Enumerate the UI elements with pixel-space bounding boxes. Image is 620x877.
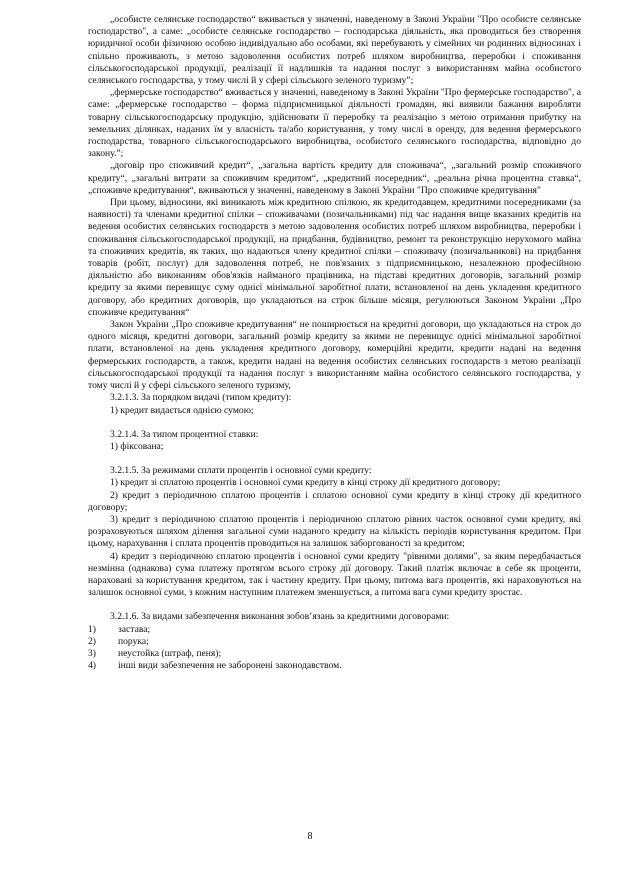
paragraph-zakon: Закон України „Про споживче кредитування“ не поширюється на кредитні договори, що укладаються на строк до одного місяця, кредитні договори, загальний розмір кредиту за якими не перевищує однієї мінімальної заробітної плати, встановленої на день укладення кредитного договору, комерційні кредити, кредити надані на ведення фермерських господарств, а також, кредити надані на ведення особистих селянських господарств з метою реалізації сільськогосподарської продукції та надання послуг з використанням майна особистого селянського господарства, у тому числі й у сфері сільського зеленого туризму, xyxy=(88,319,581,392)
list-item-number: 2) xyxy=(88,635,96,647)
list-item-text: застава; xyxy=(118,623,151,635)
section-heading-3215: 3.2.1.5. За режимами сплати процентів і основної суми кредиту: xyxy=(110,465,372,477)
paragraph-fermerske: „фермерське господарство“ вживається у значенні, наведеному в Законі України "Про фермерське господарство", а саме: „фермерське господарство – форма підприємницької діяльності громадян, які виявили бажання виробляти товарну сільськогосподарську продукцію, здійснювати її переробку та реалізацію з метою отримання прибутку на земельних ділянках, наданих їм у власність та/або користування, у тому числі в оренду, для ведення фермерського господарства, товарного сільськогосподарського виробництва, особистого селянського господарства, відповідно до закону.”; xyxy=(88,87,581,160)
list-item-text: неустойка (штраф, пеня); xyxy=(118,647,222,659)
list-item xyxy=(88,636,581,648)
list-item: 1) фіксована; xyxy=(110,440,164,452)
list-item-number: 3) xyxy=(88,647,96,659)
list-item-text: інші види забезпечення не заборонені законодавством. xyxy=(118,660,342,672)
list-item xyxy=(88,660,581,672)
document-page xyxy=(88,14,581,672)
paragraph-dohovir-spozhyvchyi: „договір про споживчий кредит“, „загальна вартість кредиту для споживача“, „загальний розмір споживчого кредиту“, „загальні витрати за споживчим кредитом“, „кредитний посередник“, „реальна річна процентна ставка“, „споживче кредитування“, вживаються у значенні, наведеному в Законі України "Про споживче кредитування" xyxy=(88,160,581,196)
list-item xyxy=(88,648,581,660)
page-number: 8 xyxy=(307,831,313,842)
list-item: 4) кредит з періодичною сплатою процентів і основної суми кредиту "рівними долями", за яким передбачається незмінна (однакова) сума платежу протягом всього строку дії договору. Такий платіж включає в себе як проценти, нараховані за користування кредитом, так і частину кредиту. При цьому, питома вага процентів, які нараховуються на залишок основної суми, з кожним наступним платежем зменшується, а питома вага суми кредиту зростає. xyxy=(88,550,581,599)
list-item-number: 1) xyxy=(88,623,96,635)
section-heading-3214: 3.2.1.4. За типом процентної ставки: xyxy=(110,428,259,440)
paragraph-osobyste-selianske: „особисте селянське господарство“ вживається у значенні, наведеному в Законі України "Про особисте селянське господарство", а саме: „особисте селянське господарство – господарська діяльність, яка проводиться без створення юридичної особи фізичною особою індивідуально або особами, які перебувають у сімейних чи родинних відносинах і спільно проживають, з метою задоволення особистих потреб шляхом виробництва, переробки і споживання сільськогосподарської продукції, реалізації її надлишків та надання послуг з використанням майна особистого селянського господарства, у тому числі й у сфері сільського зеленого туризму”; xyxy=(88,14,581,87)
security-types-list xyxy=(88,624,581,673)
section-heading-3216: 3.2.1.6. За видами забезпечення виконання зобов’язань за кредитними договорами: xyxy=(110,611,450,623)
list-item-number: 4) xyxy=(88,660,96,672)
paragraph-vidnosyny: При цьому, відносини, які виникають між кредитною спілкою, як кредитодавцем, кредитними посередниками (за наявності) та членами кредитної спілки – споживачами (позичальниками) під час надання вище вказаних кредитів на ведення особистих селянських господарств з метою задоволення особистих потреб шляхом виробництва, переробки і споживання сільськогосподарської продукції, на придбання, будівництво, ремонт та реконструкцію нерухомого майна та споживчих кредитів, як таких, що надаються члену кредитної спілки – споживачу (позичальникові) на придбання товарів (робіт, послуг) для задоволення потреб, не пов'язаних з підприємницькою, незалежною професійною діяльністю або виконанням обов'язків найманого працівника, на підставі кредитних договорів, загальний розмір кредиту за якими перевищує суму однієї мінімальної заробітної плати, встановленої на день укладення кредитного договору, або кредитних договорів, що укладаються на строк більше місяця, регулюються Законом України „Про споживче кредитування“ xyxy=(88,197,581,318)
list-item: 1) кредит видається однією сумою; xyxy=(110,404,254,416)
list-item: 3) кредит з періодичною сплатою процентів і періодичною сплатою рівних часток основної суми кредиту, які розраховуються шляхом ділення загальної суми наданого кредиту на кількість періодів користування кредитом. При цьому, нарахування і сплата процентів проводиться на залишок заборгованості за кредитом; xyxy=(88,513,581,550)
list-item-text: порука; xyxy=(118,635,149,647)
list-item xyxy=(88,624,581,636)
section-heading-3213: 3.2.1.3. За порядком видачі (типом кредиту): xyxy=(110,392,292,404)
list-item: 1) кредит зі сплатою процентів і основної суми кредиту в кінці строку дії кредитного договору; xyxy=(110,477,501,489)
list-item: 2) кредит з періодичною сплатою процентів і сплатою основної суми кредиту в кінці строку дії кредитного договору; xyxy=(88,489,581,513)
